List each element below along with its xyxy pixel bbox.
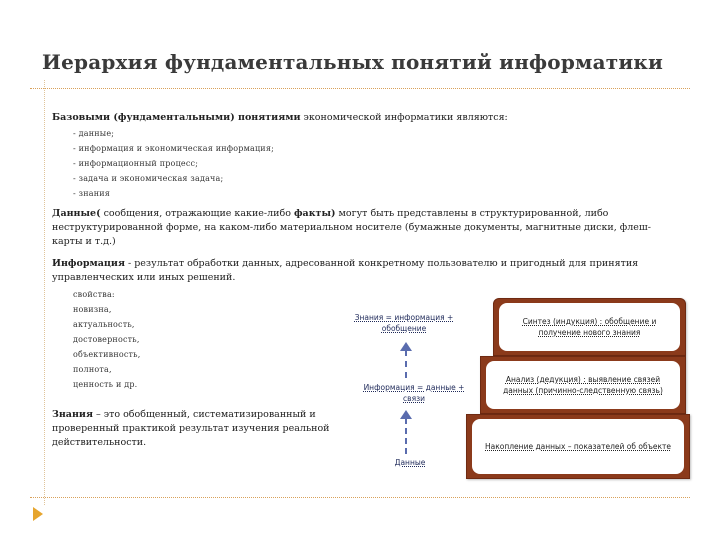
data-bold-1: Данные( xyxy=(52,208,101,219)
list-item: - информационный процесс; xyxy=(73,159,199,168)
list-item: - знания xyxy=(73,189,111,198)
intro-text xyxy=(52,111,692,125)
data-paragraph xyxy=(52,207,672,249)
property-item: достоверность, xyxy=(73,335,140,344)
information-bold: Информация xyxy=(52,258,125,269)
data-label: Данные xyxy=(394,458,426,467)
property-item: ценность и др. xyxy=(73,380,138,389)
list-item: - данные; xyxy=(73,129,115,138)
information-paragraph xyxy=(52,257,652,285)
property-item: полнота, xyxy=(73,365,112,374)
left-margin-line xyxy=(44,80,45,505)
data-bold-2: факты) xyxy=(293,208,336,219)
arrow-line-lower xyxy=(405,418,407,454)
data-mid: сообщения, отражающие какие-либо xyxy=(100,208,294,219)
property-item: свойства: xyxy=(73,290,115,299)
information-formula: Информация = данные + связи xyxy=(363,383,465,403)
pyramid-middle-label: Анализ (дедукция) : выявление связей данных (причинно-следственную связь) xyxy=(486,361,680,409)
pyramid-top-box xyxy=(493,298,686,356)
intro-bold: Базовыми (фундаментальными) понятиями xyxy=(52,112,301,123)
title-divider xyxy=(30,88,690,89)
pyramid-middle-box xyxy=(480,356,686,414)
footer-divider xyxy=(30,497,690,498)
slide-title: Иерархия фундаментальных понятий информатики xyxy=(42,50,664,74)
knowledge-formula: Знания = информация + обобщение xyxy=(354,313,454,333)
triangle-bullet-icon xyxy=(33,507,43,521)
base-concepts-list xyxy=(73,126,274,201)
intro-rest: экономической информатики являются: xyxy=(300,112,508,123)
list-item: - информация и экономическая информация; xyxy=(73,144,274,153)
information-rest: - результат обработки данных, адресованной конкретному пользователю и пригодный для принятия управленческих или иных решений. xyxy=(52,258,639,283)
pyramid-bottom-box xyxy=(466,414,690,479)
property-item: актуальность, xyxy=(73,320,135,329)
knowledge-bold: Знания xyxy=(52,409,93,420)
property-item: объективность, xyxy=(73,350,141,359)
knowledge-paragraph xyxy=(52,408,337,450)
property-item: новизна, xyxy=(73,305,112,314)
pyramid-bottom-label: Накопление данных – показателей об объекте xyxy=(472,419,684,474)
information-properties-list xyxy=(73,287,140,392)
arrow-line-upper xyxy=(405,350,407,378)
pyramid-top-label: Синтез (индукция) : обобщение и получение нового знания xyxy=(499,303,680,351)
data-rest: могут быть представлены в структурированной, либо неструктурированной форме, на каком-либо материальном носителе (бумажные документы, магнитные диски, флеш-карты и т.д.) xyxy=(52,208,651,247)
list-item: - задача и экономическая задача; xyxy=(73,174,224,183)
knowledge-rest: – это обобщенный, систематизированный и проверенный практикой результат изучения реальной действительности. xyxy=(52,409,330,448)
